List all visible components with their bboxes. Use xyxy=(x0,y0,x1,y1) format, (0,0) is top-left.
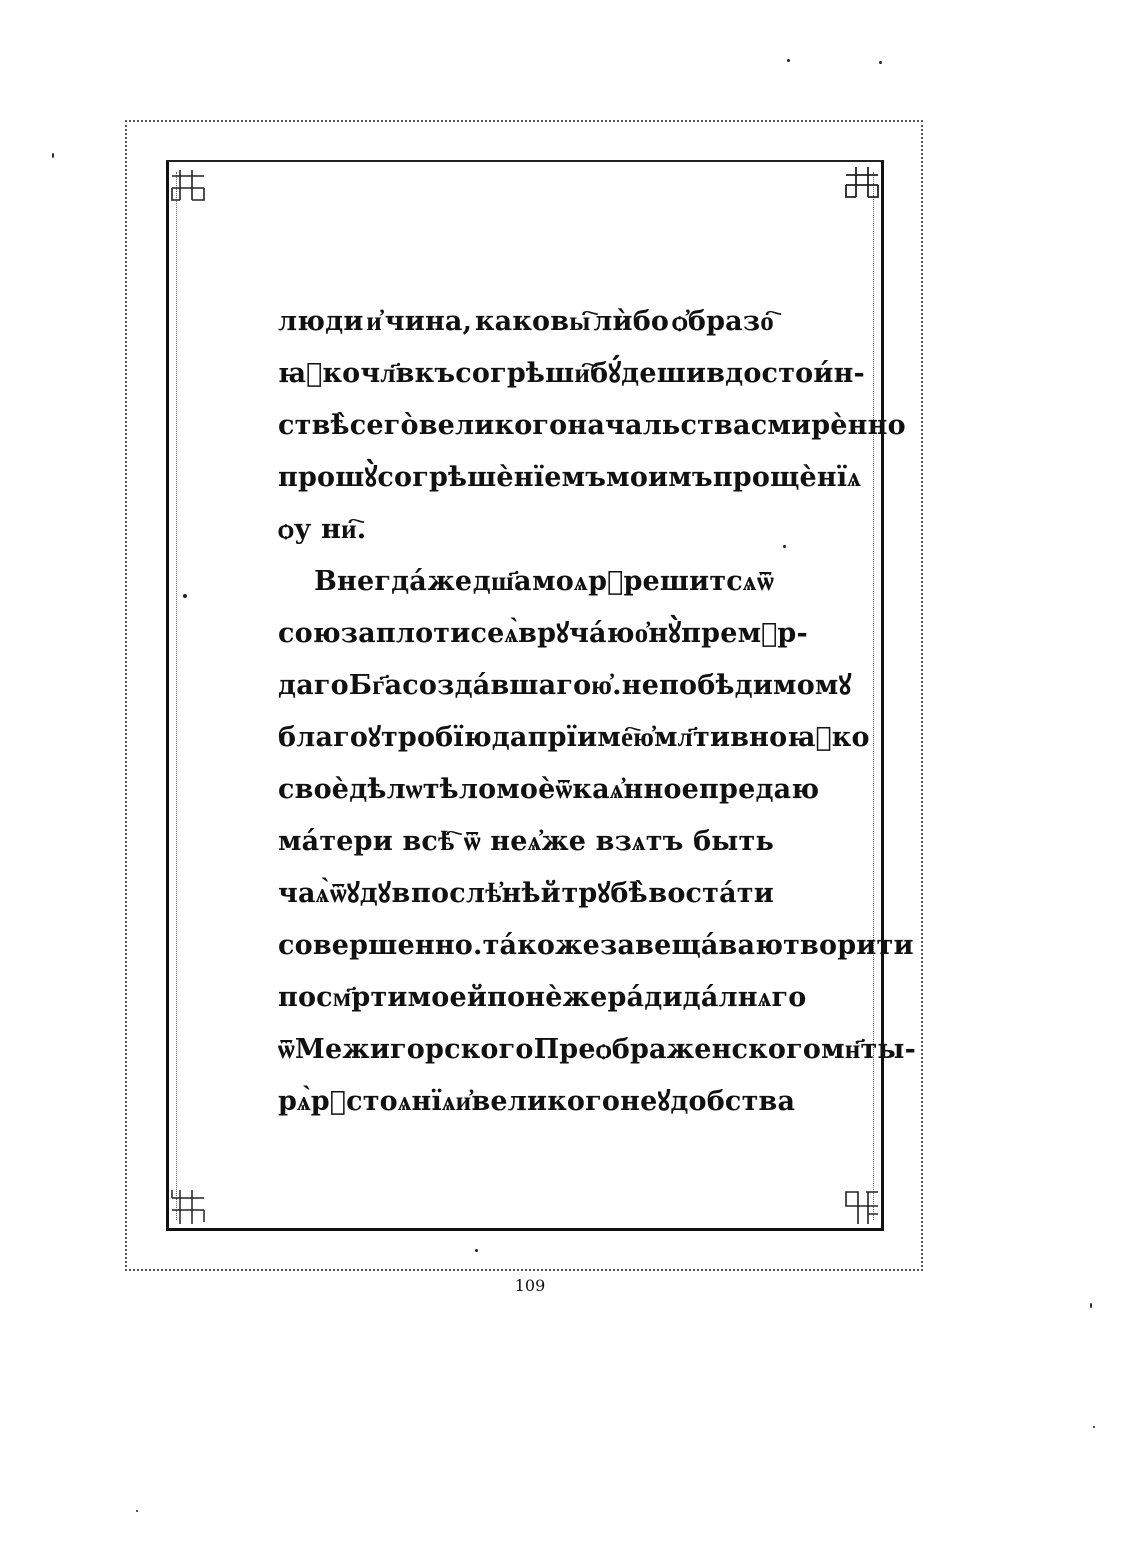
word: же xyxy=(427,566,473,597)
word: в xyxy=(706,358,726,389)
word: согрѣшѐнїемъ xyxy=(377,462,607,493)
word: неѧ҆же xyxy=(490,826,587,857)
word: послѣ҆нѣй xyxy=(411,878,561,909)
word: по xyxy=(278,982,317,1013)
word: та́коже xyxy=(482,930,600,961)
ornament-icon xyxy=(842,165,882,205)
word: начальства xyxy=(567,410,751,441)
text-line xyxy=(278,452,861,504)
word: даго xyxy=(278,670,349,701)
text-line xyxy=(278,1024,917,1076)
word: прошꙋ̀ xyxy=(278,462,378,493)
word: созда́вшаго xyxy=(402,670,592,701)
text-line xyxy=(278,868,774,920)
text-line xyxy=(278,296,774,348)
word: Преѻбраженского xyxy=(533,1034,822,1065)
word: согрѣши҇ xyxy=(455,358,591,389)
word: и҆ xyxy=(366,306,383,337)
word: ма́тери xyxy=(278,826,393,857)
word: трꙋбѣ̀ xyxy=(561,878,648,909)
word: рⷶстоѧнїѧ xyxy=(310,1086,456,1117)
document-body xyxy=(278,296,917,1128)
word: ѿ xyxy=(757,566,774,597)
word: взѧтъ xyxy=(595,826,684,857)
word: чл҃вкъ xyxy=(360,358,456,389)
word: неꙋдобства xyxy=(620,1086,796,1117)
speck xyxy=(52,153,54,158)
word: понѐже xyxy=(487,982,608,1013)
speck xyxy=(787,59,790,62)
word: воста́ти xyxy=(648,878,774,909)
word: плоти xyxy=(375,618,471,649)
text-line xyxy=(278,816,774,868)
text-line xyxy=(278,556,774,608)
word: благоꙋтробїю xyxy=(278,722,492,753)
word: великого xyxy=(418,410,568,441)
word: и҆ xyxy=(455,1086,472,1117)
word: непобѣдимомꙋ xyxy=(621,670,852,701)
text-line xyxy=(278,1076,796,1128)
word: дѣлѡ xyxy=(349,774,423,805)
word: ѿкаѧ҆нное xyxy=(555,774,700,805)
word: всѣ҇ xyxy=(402,826,455,857)
word: быть xyxy=(693,826,774,857)
word: тѣло xyxy=(422,774,497,805)
word: чаѧ̀ xyxy=(278,878,330,909)
inner-rule-left xyxy=(176,172,177,1220)
word: прїиме҇ xyxy=(527,722,634,753)
word: рⷶрешитсѧ xyxy=(588,566,757,597)
word: см҃рти xyxy=(316,982,408,1013)
word: предаю xyxy=(699,774,820,805)
word: своѐ xyxy=(278,774,350,805)
word: моѐ xyxy=(496,774,556,805)
corner-ornament-top-right xyxy=(842,165,882,205)
ornament-icon xyxy=(168,168,208,208)
word: Межигорского xyxy=(294,1034,534,1065)
word: ра́ди xyxy=(607,982,683,1013)
word: моѧ xyxy=(532,566,588,597)
word: сеѧ̀ xyxy=(470,618,519,649)
word: ю҆ xyxy=(633,722,655,753)
word: о҆нꙋ̀ xyxy=(634,618,682,649)
word: в xyxy=(391,878,411,909)
word: чина, xyxy=(384,306,473,337)
text-line xyxy=(278,608,808,660)
word: ꙗ҆ко xyxy=(787,722,870,753)
text-line xyxy=(278,400,906,452)
word: да xyxy=(491,722,528,753)
page-number: 109 xyxy=(514,1276,546,1295)
word: ѿ xyxy=(463,826,481,857)
word: моимъ xyxy=(606,462,713,493)
word: рѧ̀ xyxy=(278,1086,311,1117)
word: великого xyxy=(471,1086,621,1117)
corner-ornament-bottom-left xyxy=(168,1188,208,1228)
word: мл҃тивно xyxy=(654,722,788,753)
text-line xyxy=(278,660,852,712)
word: достои́н- xyxy=(725,358,865,389)
word: бꙋ́деши xyxy=(590,358,707,389)
word: прощѐнїѧ xyxy=(712,462,861,493)
word: мн҃ты- xyxy=(821,1034,917,1065)
word: дш҃а xyxy=(472,566,532,597)
ornament-icon xyxy=(842,1188,882,1228)
word: ѻ҆бразо҇ xyxy=(671,306,774,337)
word: врꙋча́ю xyxy=(518,618,635,649)
text-line xyxy=(278,972,807,1024)
speck xyxy=(879,61,882,64)
word: смирѐнно xyxy=(750,410,906,441)
word: лѝбо xyxy=(593,306,670,337)
text-line xyxy=(278,764,820,816)
word: Бг҃а xyxy=(348,670,403,701)
word: каковы҇ xyxy=(474,306,591,337)
word: моей xyxy=(407,982,488,1013)
speck xyxy=(1093,1426,1095,1428)
ornament-icon xyxy=(168,1188,208,1228)
corner-ornament-top-left xyxy=(168,168,208,208)
word: Внегда́ xyxy=(314,566,427,597)
word: да́лнѧго xyxy=(682,982,807,1013)
word: совершенно. xyxy=(278,930,483,961)
word: сего̀ xyxy=(349,410,419,441)
word: завеща́ваю xyxy=(599,930,784,961)
word: люди xyxy=(278,306,364,337)
word: ѿ xyxy=(278,1034,295,1065)
speck xyxy=(136,1510,138,1512)
text-line xyxy=(278,920,914,972)
word: премⷣр- xyxy=(681,618,808,649)
text-line xyxy=(278,348,865,400)
corner-ornament-bottom-right xyxy=(842,1188,882,1228)
speck xyxy=(1090,1303,1092,1308)
word: союза xyxy=(278,618,376,649)
word: ѿꙋдꙋ xyxy=(329,878,391,909)
word: ю҆. xyxy=(591,670,622,701)
word: ꙗ҆ко xyxy=(278,358,361,389)
text-line: ѻу ни҇. xyxy=(278,514,367,545)
text-line xyxy=(278,712,870,764)
word: творити xyxy=(783,930,914,961)
word: ствѣ̀ xyxy=(278,410,350,441)
